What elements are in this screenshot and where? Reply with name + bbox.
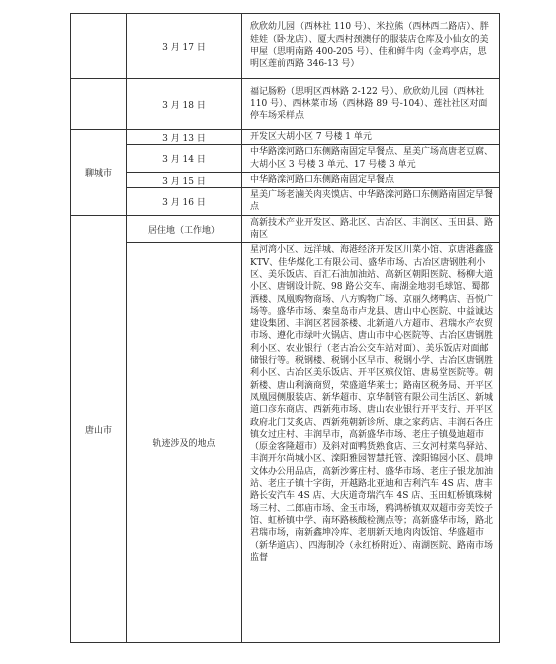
city-cell-tangshan: 唐山市	[71, 215, 127, 643]
places-cell: 欣欣幼儿园（西林社 110 号）、米拉熊（西林西二路店）、胖娃娃（卧龙店）、厦大西村颈澳仔的服装店仓库及小仙女的美甲屋（思明南路 400-205 号）、佳和鲜牛肉（金鸡亭店，思明区莲前西路 346-13 号）	[242, 14, 500, 79]
table-row	[71, 243, 500, 643]
table-row	[71, 215, 500, 243]
table-row	[71, 130, 500, 145]
places-cell: 福记肠粉（思明区西林路 2-122 号）、欣欣幼儿园（西林社 110 号）、西林菜市场（西林路 89 号-104）、莲社社区对面停车场采样点	[242, 79, 500, 130]
places-cell: 中华路滦河路口东侧路南固定早餐点、星美广场高唐老豆腐、大胡小区 3 号楼 3 单元、17 号楼 3 单元	[242, 145, 500, 173]
table-row	[71, 188, 500, 216]
places-cell: 星美广场老滷关肉夹馍店、中华路滦河路口东侧路南固定早餐点	[242, 188, 500, 216]
date-cell: 3 月 18 日	[127, 79, 242, 130]
table-row	[71, 145, 500, 173]
residence-cell: 高新技术产业开发区、路北区、古冶区、丰润区、玉田县、路南区	[242, 215, 500, 243]
date-cell: 3 月 13 日	[127, 130, 242, 145]
date-cell: 3 月 16 日	[127, 188, 242, 216]
case-track-table	[70, 13, 500, 643]
date-cell: 3 月 14 日	[127, 145, 242, 173]
city-cell-empty	[71, 79, 127, 130]
city-cell-liaocheng: 聊城市	[71, 130, 127, 216]
city-cell-empty	[71, 14, 127, 79]
table-row	[71, 14, 500, 79]
table-row	[71, 172, 500, 187]
places-cell: 中华路滦河路口东侧路南固定早餐点	[242, 172, 500, 187]
track-label-cell: 轨迹涉及的地点	[127, 243, 242, 643]
date-cell: 3 月 17 日	[127, 14, 242, 79]
places-cell: 开发区大胡小区 7 号楼 1 单元	[242, 130, 500, 145]
residence-label-cell: 居住地（工作地）	[127, 215, 242, 243]
date-cell: 3 月 15 日	[127, 172, 242, 187]
table-row	[71, 79, 500, 130]
track-places-cell: 星河湾小区、远洋城、海港经济开发区川菜小馆、京唐港鑫盛 KTV、佳华煤化工有限公司、盛华市场、古冶区唐钢胜利小区、美乐饭店、百汇石油加油站、高新区朝阳医院、杨柳大道小区、唐钢设计院、98 路公交车、南湖金地羽毛球馆、蜀都洒楼、凤凰购物商场、八方购物广场、京丽久烤鸭店、吾悦广场等。盛华市场、秦皇岛市卢龙县、唐山中心医院、中益诚达建设集团、丰润区茗园茶楼、北新道八方超市、君瑞水产农贸市场、遵化市绿叶火锅店、唐山市中心医院等、古冶区唐钢胜利小区、农业银行（老古冶公交车站对面）、美乐饭店对面邮储银行等。税钢楼、税钢小区早市、税钢小学、古冶区唐钢胜利小区、古冶区美乐饭店、开平区殡仪馆、唐易堂医院等。朝新楼、唐山利滴商贸，荣盛道华莱士；路南区税务局、开平区凤凰园侧服装店、新华超市、京华制管有限公司生活区、新城道口彦东商店、西新苑市场、唐山农业银行开平支行、开平区政府北门艾炙店、西新苑朝新诊所、康之家药店、丰润石各庄镇女过庄村、丰润早市，高新盛华市场、老庄子镇曼迪超市（原金客隆超市）及斜对面鸭货熟食店、三女河村菜鸟驿站、丰润开尔尚城小区、滦阳雅园智慧托管、滦阳锦园小区、晨坤文体办公用品店，高新沙雾庄村、盛华市场、老庄子银龙加油站、老庄子镇十字街，开越路北亚迪和吉利汽车 4S 店、唐丰路长安汽车 4S 店、大庆道奇瑞汽车 4S 店、玉田虹桥镇珠树场三村、二郎庙市场、金玉市场，鸦鸿桥镇双双超市旁芙饺子馆、虹桥镇中学、南环路核酸检测点等；高新盛华市场，路北君瑞市场，南新鑫坤冷库、老朋新天地肉肉饭馆、华盛超市（新华道店）、四海制冷（永红桥附近）、南湖医院、路南市场监督	[242, 243, 500, 643]
